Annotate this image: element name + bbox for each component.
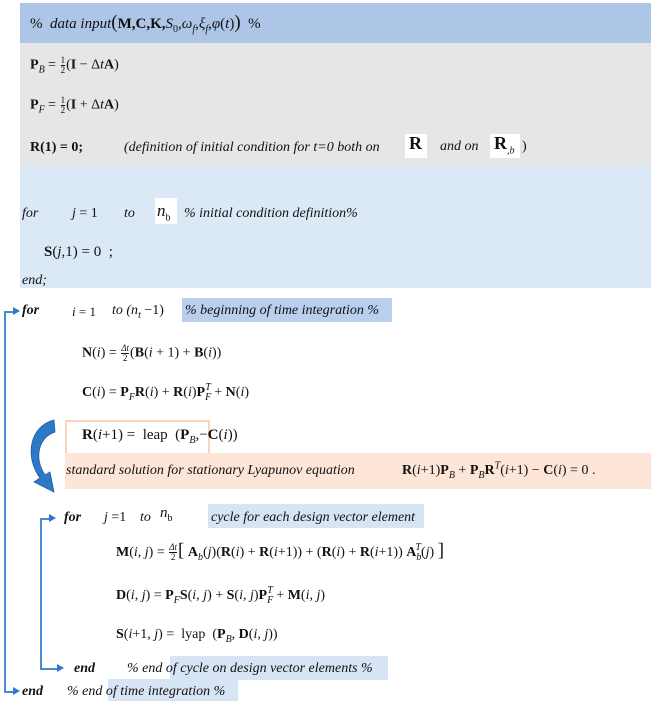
lyap-function: lyap — [181, 627, 206, 642]
inner-bracket-bottom — [40, 668, 58, 670]
inner-to-keyword: to — [140, 510, 151, 525]
header-line: % data $input(M,C,K,S_0,\omega_f,\xi_f,\varphi(t))$ % — [30, 12, 261, 35]
outer-end-arrow-icon — [13, 687, 20, 695]
init-loop-comment: % initial condition definition% — [184, 206, 358, 221]
init-loop-body: S(j,1) = 0 ; — [44, 244, 113, 260]
leap-function: leap — [142, 427, 168, 443]
d-equation: D(i, $j) = P_FS(i$, j) + S(i, $j)P_F^T + M(i$, j) — [116, 585, 326, 606]
inner-end-arrow-icon — [57, 664, 64, 672]
outer-for-arrow-icon — [13, 307, 20, 315]
n-equation: N(i) = $\frac{\Delta t}{2}$ (B(i + 1) + B(i)) — [82, 343, 222, 363]
init-for-cond: j = 1 — [72, 206, 98, 221]
outer-end-keyword: end — [22, 684, 43, 699]
inner-limit: $n_b$ — [160, 505, 173, 524]
outer-for-range: to $(n_t -1)$ — [112, 303, 164, 321]
r-symbol: R — [409, 133, 422, 153]
s-lyap-equation: S(i+1, j) = lyap ($P_B$, D(i, j)) — [116, 627, 278, 645]
dt-half-fraction: $\frac{\Delta t}{2}$ — [169, 542, 178, 563]
outer-for-keyword: for — [22, 303, 40, 318]
inner-loop-bracket — [40, 518, 42, 668]
half-fraction: $\frac{1}{2}$ — [60, 55, 66, 75]
pb-equation: $P_B$ = $\frac{1}{2}$ (I − ΔtA) — [30, 55, 119, 76]
init-end-keyword: end; — [22, 273, 47, 288]
inner-end-keyword: end — [74, 661, 95, 676]
init-loop-band — [20, 166, 651, 288]
inner-for-arrow-icon — [49, 514, 56, 522]
lyapunov-equation: $R(i+1)P_B + P_BR^T(i+1) - C(i) = 0$ . — [402, 460, 596, 481]
outer-for-cond: i = 1 — [72, 304, 96, 319]
inner-for-keyword: for — [64, 510, 82, 525]
lyapunov-note: standard solution for stationary Lyapunov equation — [66, 463, 355, 478]
comment-open: % — [30, 16, 43, 32]
header-label: data input — [50, 16, 112, 32]
comment-close: % — [248, 16, 261, 32]
r-comment-and: and on — [440, 139, 479, 154]
inner-loop-comment: cycle for each design vector element — [211, 510, 416, 525]
outer-loop-comment: % beginning of time integration % — [185, 303, 380, 318]
init-limit: $n_b$ — [157, 201, 171, 224]
r-init-line — [30, 139, 83, 157]
r-init-statement: R(1) = 0; — [30, 140, 84, 155]
inner-end-comment: % end of cycle on design vector elements % — [127, 661, 373, 676]
outer-loop-bracket — [4, 311, 6, 692]
curved-arrow-icon — [22, 418, 68, 496]
init-for-keyword: for — [22, 206, 39, 221]
outer-end-comment: % end of time integration % — [67, 684, 226, 699]
rb-symbol: $R_{,b}$ — [494, 133, 515, 157]
r-leap-equation: R(i+1) = leap $(P_B,-C(i))$ — [82, 427, 238, 446]
dt-half-fraction: $\frac{\Delta t}{2}$ — [121, 343, 130, 363]
c-equation: $C(i) = P_FR(i) + R(i)P_F^T + N(i)$ — [82, 382, 250, 403]
r-init-comment: (definition of initial condition for t=0 both on — [124, 140, 380, 155]
init-to-keyword: to — [124, 206, 135, 221]
inner-for-cond: j =1 — [104, 510, 127, 525]
half-fraction: $\frac{1}{2}$ — [60, 95, 66, 115]
m-equation: M(i, j) = $\frac{\Delta t}{2}$ [ $A_b(j)(R(i) + R(i+1)) + (R(i) + R(i+1))$ $A_b^T(j)$ ] — [116, 540, 445, 563]
pf-equation: $P_F$ = $\frac{1}{2}$ (I + ΔtA) — [30, 95, 119, 116]
r-comment-close: ) — [522, 139, 527, 154]
